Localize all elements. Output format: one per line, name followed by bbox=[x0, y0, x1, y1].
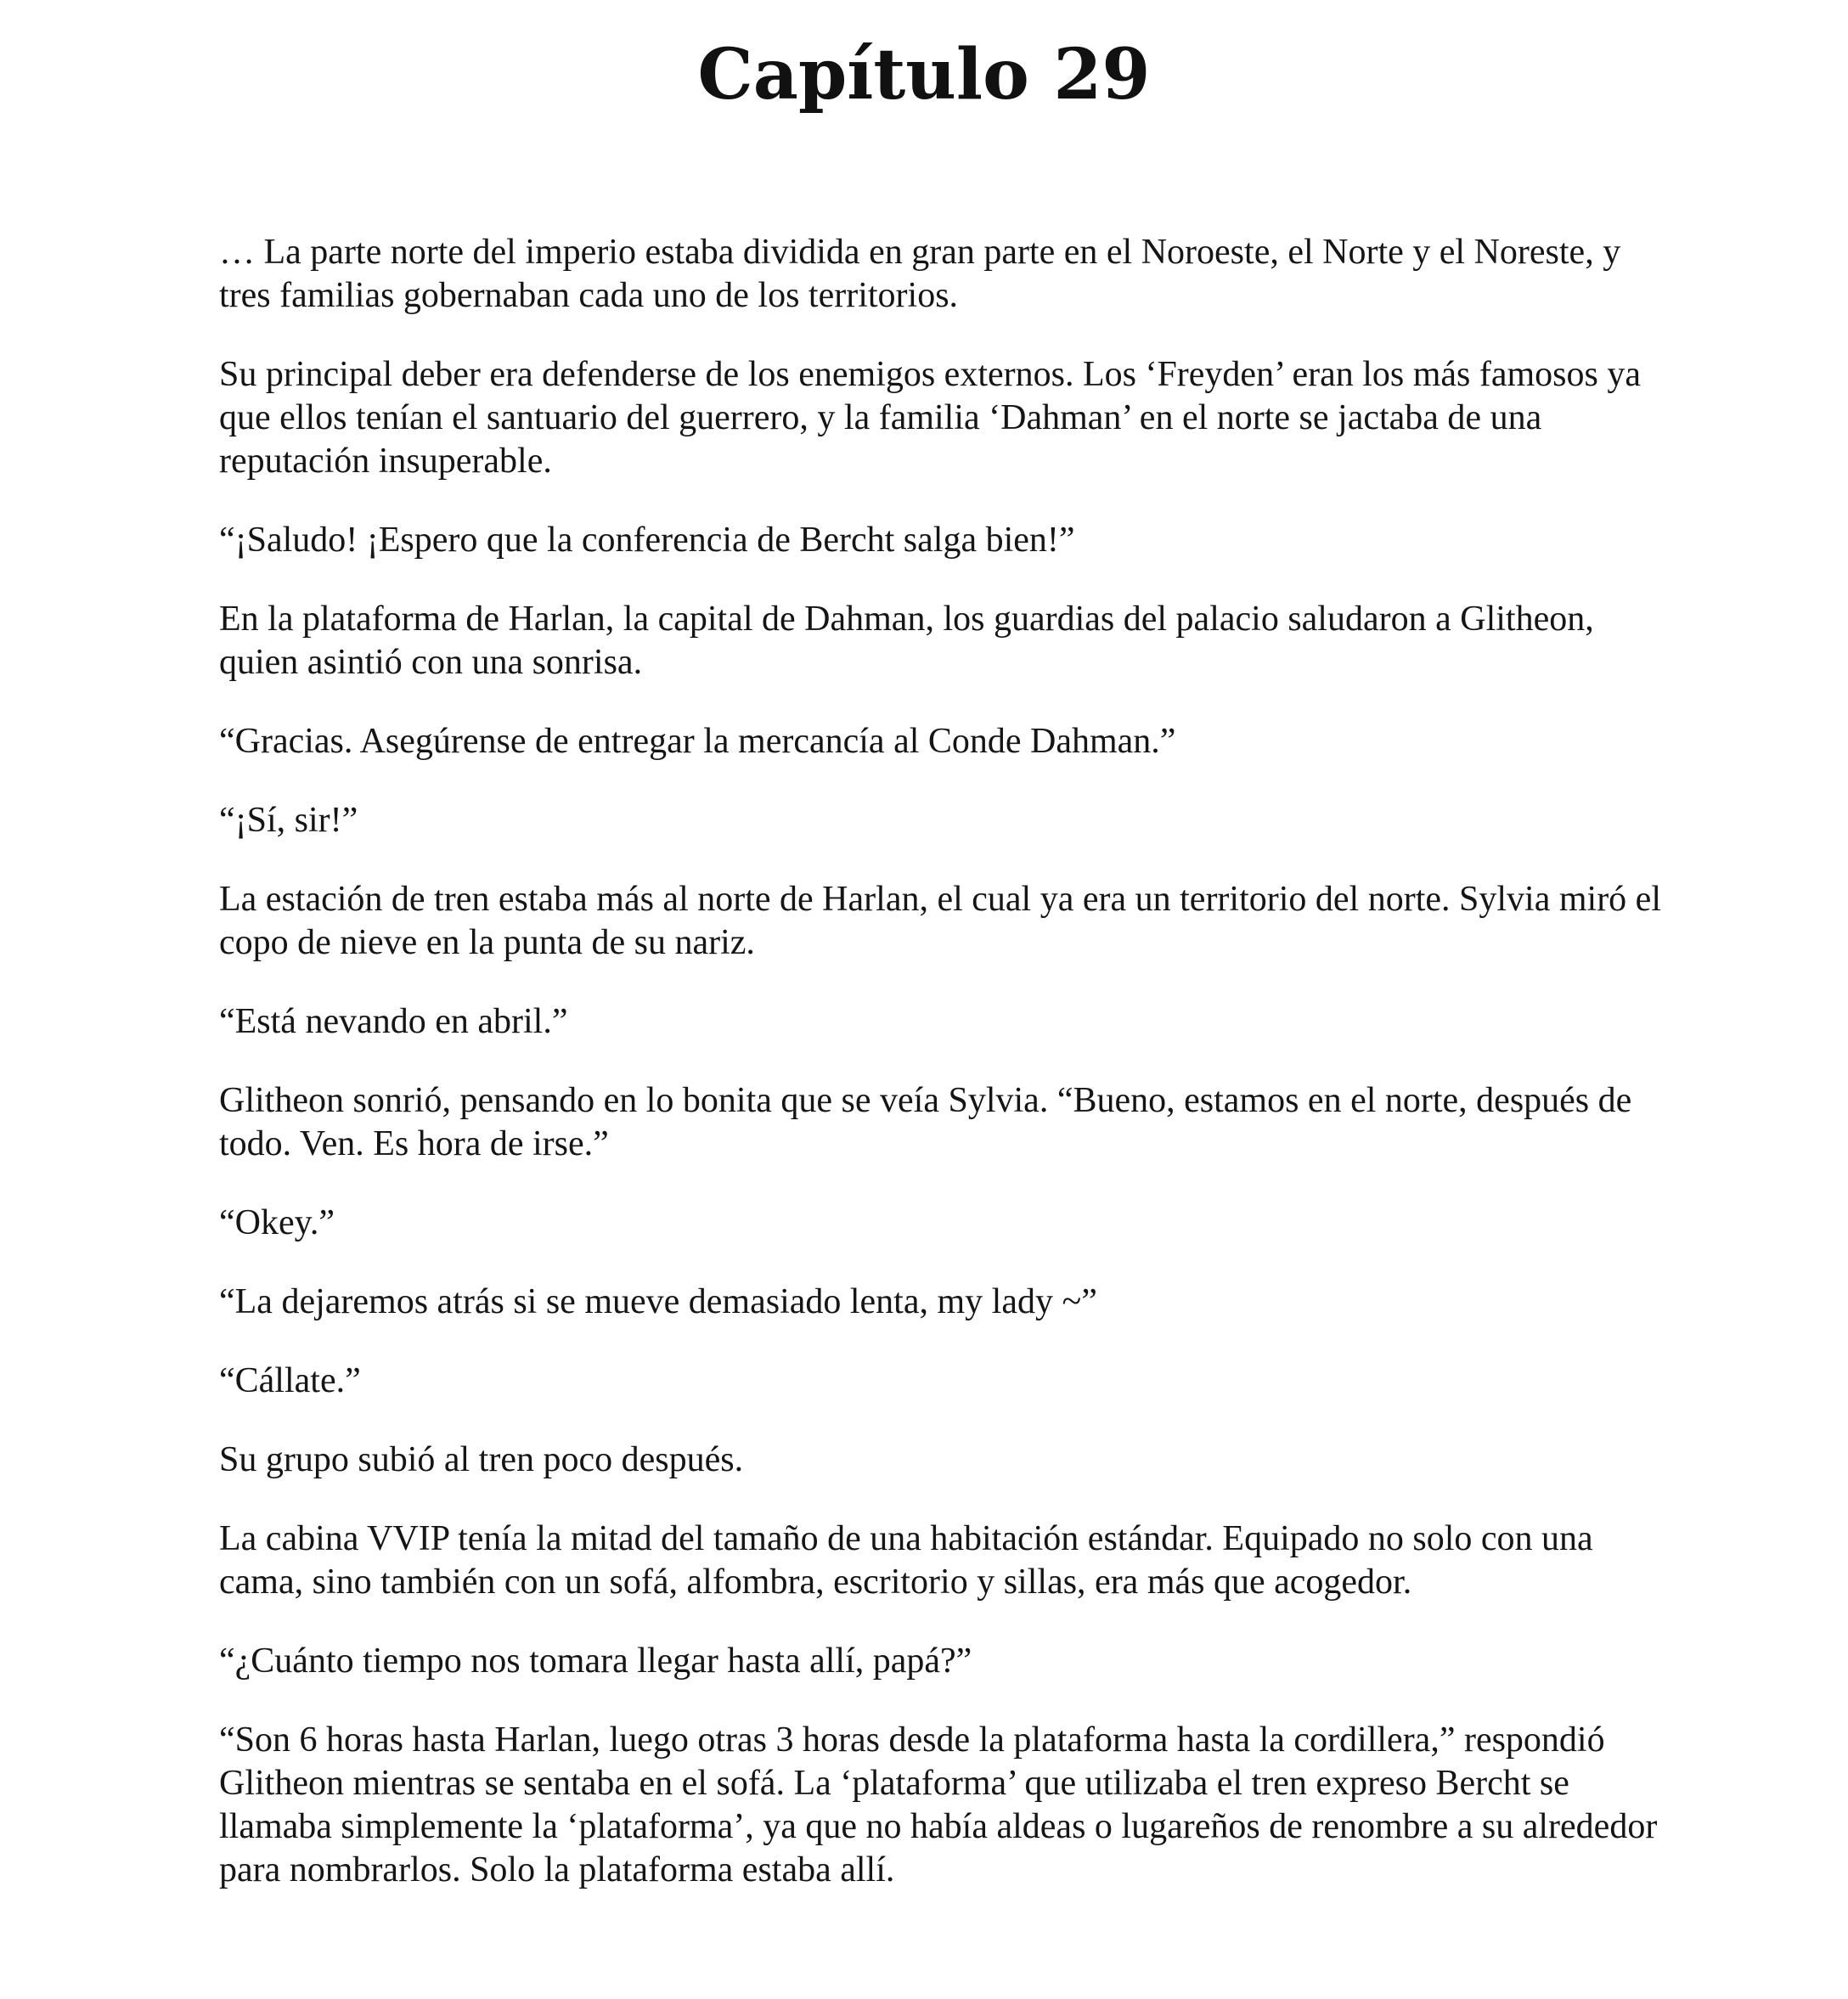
paragraph: “Gracias. Asegúrense de entregar la mercancía al Conde Dahman.” bbox=[219, 722, 1176, 761]
paragraph: “Son 6 horas hasta Harlan, luego otras 3 horas desde la plataforma hasta la cordillera,” respondió Glitheon mientras se sentaba en el sofá. La ‘plataforma’ que utilizaba el tren expreso Bercht se llamaba simplemente la ‘plataforma’, ya que no había aldeas o lugareños de renombre a su alrededor para nombrarlos. Solo la plataforma estaba allí. bbox=[219, 1720, 1658, 1889]
chapter-title: Capítulo 29 bbox=[697, 34, 1151, 115]
paragraph: “¿Cuánto tiempo nos tomara llegar hasta allí, papá?” bbox=[219, 1641, 972, 1681]
chapter-body bbox=[219, 231, 1680, 1892]
paragraph: La cabina VVIP tenía la mitad del tamaño de una habitación estándar. Equipado no solo con una cama, sino también con un sofá, alfombra, escritorio y sillas, era más que acogedor. bbox=[219, 1519, 1593, 1602]
paragraph: “Está nevando en abril.” bbox=[219, 1002, 568, 1041]
paragraph: “¡Saludo! ¡Espero que la conferencia de Bercht salga bien!” bbox=[219, 521, 1075, 560]
paragraph: … La parte norte del imperio estaba dividida en gran parte en el Noroeste, el Norte y el Noreste, y tres familias gobernaban cada uno de los territorios. bbox=[219, 233, 1621, 315]
paragraph: En la plataforma de Harlan, la capital de Dahman, los guardias del palacio saludaron a Glitheon, quien asintió con una sonrisa. bbox=[219, 600, 1594, 682]
paragraph: La estación de tren estaba más al norte de Harlan, el cual ya era un territorio del norte. Sylvia miró el copo de nieve en la punta de su nariz. bbox=[219, 880, 1661, 962]
paragraph: “Okey.” bbox=[219, 1203, 335, 1242]
paragraph: Su grupo subió al tren poco después. bbox=[219, 1440, 744, 1479]
paragraph: “La dejaremos atrás si se mueve demasiado lenta, my lady ~” bbox=[219, 1282, 1097, 1321]
paragraph: Su principal deber era defenderse de los enemigos externos. Los ‘Freyden’ eran los más famosos ya que ellos tenían el santuario del guerrero, y la familia ‘Dahman’ en el norte se jactaba de una reputación insuperable. bbox=[219, 355, 1642, 481]
paragraph: “Cállate.” bbox=[219, 1361, 361, 1400]
paragraph: “¡Sí, sir!” bbox=[219, 801, 358, 840]
paragraph: Glitheon sonrió, pensando en lo bonita que se veía Sylvia. “Bueno, estamos en el norte, después de todo. Ven. Es hora de irse.” bbox=[219, 1081, 1632, 1163]
